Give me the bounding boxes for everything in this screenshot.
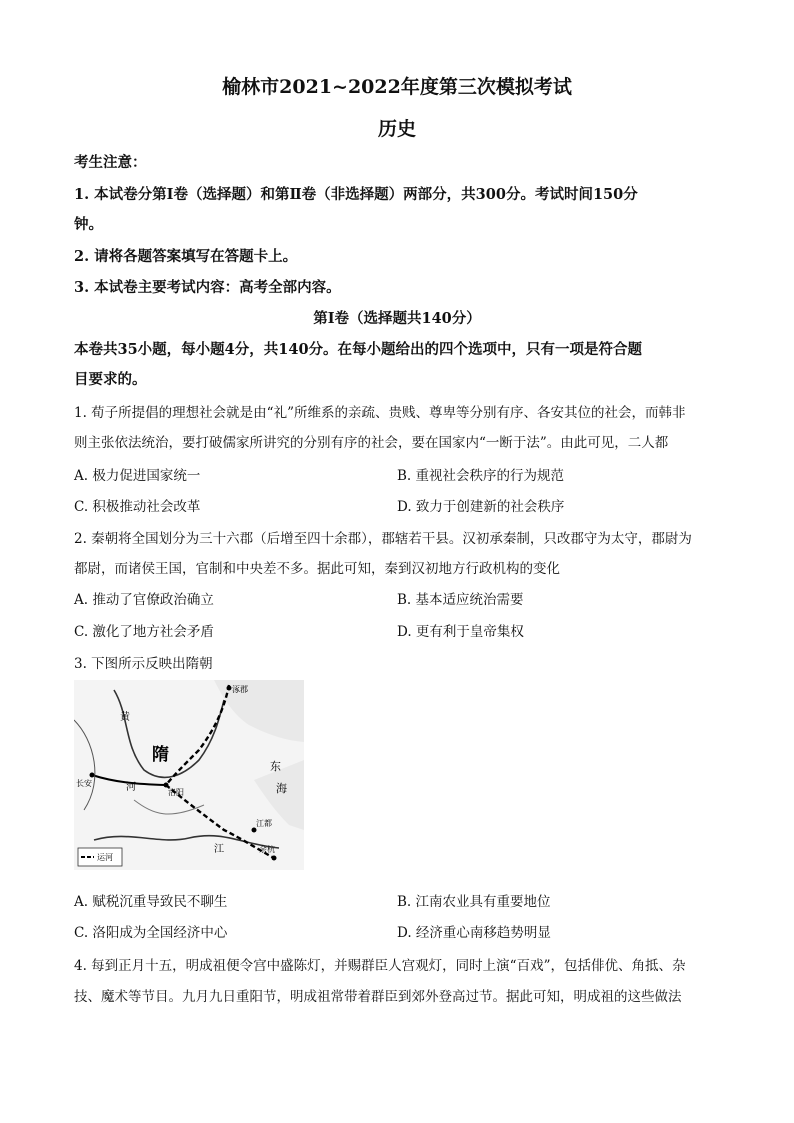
question-1-option-b[interactable]: B. 重视社会秩序的行为规范 <box>397 468 565 484</box>
map-label-sea: 海 <box>276 782 287 795</box>
question-3-option-c[interactable]: C. 洛阳成为全国经济中心 <box>74 925 228 941</box>
notice-item: 2. 请将各题答案填写在答题卡上。 <box>74 248 298 265</box>
city-marker <box>90 773 95 778</box>
map-label-sea: 东 <box>270 760 281 773</box>
notice-item: 钟。 <box>74 216 103 233</box>
notice-heading: 考生注意： <box>74 154 147 171</box>
question-2-option-b[interactable]: B. 基本适应统治需要 <box>397 592 524 608</box>
section-instructions: 本卷共35小题，每小题4分，共140分。在每小题给出的四个选项中，只有一项是符合题 <box>74 341 643 358</box>
question-1-stem: 1. 荀子所提倡的理想社会就是由“礼”所维系的亲疏、贵贱、尊卑等分别有序、各安其位的社会，而韩非 <box>74 405 686 421</box>
map-label-river: 江 <box>214 844 224 855</box>
city-marker <box>227 686 232 691</box>
question-4-stem: 4. 每到正月十五，明成祖便令宫中盛陈灯，并赐群臣人宫观灯，同时上演“百戏”，包括俳优、角抵、杂 <box>74 958 686 974</box>
question-2-stem: 都尉，而诸侯王国，官制和中央差不多。据此可知，秦到汉初地方行政机构的变化 <box>74 561 560 577</box>
question-1-option-d[interactable]: D. 致力于创建新的社会秩序 <box>397 499 565 515</box>
question-1-option-a[interactable]: A. 极力促进国家统一 <box>74 468 201 484</box>
question-3-option-b[interactable]: B. 江南农业具有重要地位 <box>397 894 551 910</box>
city-marker <box>164 783 169 788</box>
question-1-option-c[interactable]: C. 积极推动社会改革 <box>74 499 201 515</box>
question-3-option-d[interactable]: D. 经济重心南移趋势明显 <box>397 925 551 941</box>
map-label-river: 河 <box>126 782 136 793</box>
city-marker <box>252 828 257 833</box>
question-4-stem: 技、魔术等节目。九月九日重阳节，明成祖常带着群臣到郊外登高过节。据此可知，明成祖的这些做法 <box>74 989 682 1005</box>
city-marker <box>272 856 277 861</box>
subject-title: 历史 <box>377 118 416 140</box>
map-legend-label: 运河 <box>97 853 113 862</box>
section-instructions: 目要求的。 <box>74 371 147 388</box>
section-title: 第Ⅰ卷（选择题共140分） <box>313 310 481 327</box>
question-3-stem: 3. 下图所示反映出隋朝 <box>74 656 213 672</box>
question-1-stem: 则主张依法统治，要打破儒家所讲究的分别有序的社会，要在国家内“一断于法”。由此可见，二人都 <box>74 435 669 451</box>
map-label-river: 黄 <box>120 712 130 723</box>
exam-title: 榆林市2021~2022年度第三次模拟考试 <box>222 76 572 98</box>
sui-canal-map <box>74 680 304 870</box>
notice-item: 3. 本试卷主要考试内容：高考全部内容。 <box>74 279 341 296</box>
map-label-city: 余杭 <box>259 845 275 854</box>
question-2-option-d[interactable]: D. 更有利于皇帝集权 <box>397 624 524 640</box>
notice-item: 1. 本试卷分第Ⅰ卷（选择题）和第Ⅱ卷（非选择题）两部分，共300分。考试时间150分 <box>74 186 638 203</box>
question-2-option-a[interactable]: A. 推动了官僚政治确立 <box>74 592 214 608</box>
map-label-city: 涿郡 <box>232 685 248 694</box>
map-label-city: 长安 <box>76 779 92 788</box>
question-2-stem: 2. 秦朝将全国划分为三十六郡（后增至四十余郡），郡辖若干县。汉初承秦制，只改郡守为太守，郡尉为 <box>74 531 692 547</box>
map-label-country: 隋 <box>152 745 169 765</box>
map-label-city: 江都 <box>256 819 272 828</box>
question-3-option-a[interactable]: A. 赋税沉重导致民不聊生 <box>74 894 228 910</box>
map-label-city: 洛阳 <box>168 788 184 797</box>
question-2-option-c[interactable]: C. 激化了地方社会矛盾 <box>74 624 214 640</box>
